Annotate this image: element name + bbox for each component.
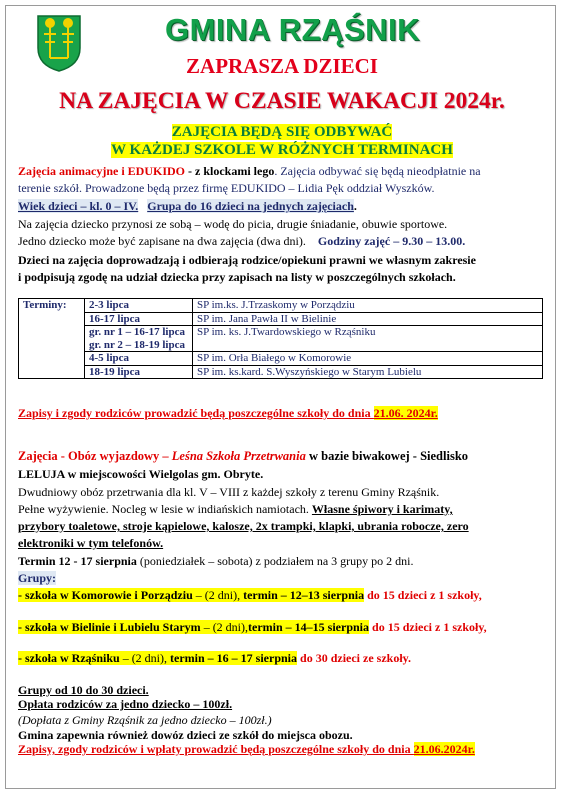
camp-food-lodging: Pełne wyżywienie. Nocleg w lesie w indiańskich namiotach. Własne śpiwory i karimaty,	[18, 502, 453, 516]
schedule-date: 16-17 lipca	[85, 312, 193, 326]
edukido-provider: terenie szkół. Prowadzone będą przez firmę EDUKIDO – Lidia Pęk oddział Wyszków.	[18, 181, 435, 195]
title-summer-classes: NA ZAJĘCIA W CZASIE WAKACJI 2024r.	[59, 88, 505, 114]
deadline-camp: Zapisy, zgody rodziców i wpłaty prowadzić będą poszczególne szkoły do dnia 21.06.2024r.	[18, 742, 475, 756]
schedule-date: gr. nr 1 – 16-17 lipca gr. nr 2 – 18-19 lipca	[85, 326, 193, 352]
parents-info-line-2: i podpisują zgodę na udział dziecka przy zapisach na listy w poszczególnych szkołach.	[18, 270, 456, 284]
group-size: Grupy od 10 do 30 dzieci.	[18, 683, 149, 697]
schedule-label: Terminy:	[19, 299, 85, 379]
schedule-school: SP im.ks. J.Trzaskomy w Porządziu	[193, 299, 543, 313]
table-row	[19, 299, 543, 313]
camp-term: Termin 12 - 17 sierpnia (poniedziałek – sobota) z podziałem na 3 grupy po 2 dni.	[18, 554, 414, 568]
parents-info-line-1: Dzieci na zajęcia doprowadzają i odbierają rodzice/opiekuni prawni we własnym zakresie	[18, 253, 476, 267]
schedule-school: SP im. Jana Pawła II w Bielinie	[193, 312, 543, 326]
camp-location: LELUJA w miejscowości Wielgolas gm. Obryte.	[18, 467, 264, 481]
schedule-school: SP im. ks.kard. S.Wyszyńskiego w Starym Lubielu	[193, 365, 543, 379]
title-gmina: GMINA RZĄŚNIK	[164, 12, 421, 47]
group-bielin-lubiel: - szkoła w Bielinie i Lubielu Starym – (2 dni),termin – 14–15 sierpnia do 15 dzieci z 1 szkoły,	[18, 620, 487, 634]
table-row	[19, 326, 543, 352]
schedule-school: SP im. Orła Białego w Komorowie	[193, 352, 543, 366]
group-rzasnik: - szkoła w Rząśniku – (2 dni), termin – 16 – 17 sierpnia do 30 dzieci ze szkoły.	[18, 651, 412, 665]
camp-title: Zajęcia - Obóz wyjazdowy – Leśna Szkoła Przetrwania w bazie biwakowej - Siedlisko	[18, 449, 469, 463]
what-to-bring: Na zajęcia dziecko przynosi ze sobą – wodę do picia, drugie śniadanie, obuwie sportowe.	[18, 217, 448, 231]
transport-info: Gmina zapewnia również dowóz dzieci ze szkół do miejsca obozu.	[18, 728, 353, 742]
age-and-group: Wiek dzieci – kl. 0 – IV. Grupa do 16 dzieci na jednych zajęciach.	[18, 199, 357, 213]
deadline-classes: Zapisy i zgody rodziców prowadzić będą poszczególne szkoły do dnia 21.06. 2024r.	[18, 406, 438, 420]
schedule-table	[18, 298, 543, 379]
camp-description: Dwudniowy obóz przetrwania dla kl. V – VIII z każdej szkoły z terenu Gminy Rząśnik.	[18, 485, 440, 499]
banner-line-2: W KAŻDEJ SZKOLE W RÓŻNYCH TERMINACH	[111, 142, 453, 158]
parent-fee: Opłata rodziców za jedno dziecko – 100zł.	[18, 697, 233, 711]
schedule-date: 18-19 lipca	[85, 365, 193, 379]
schedule-school: SP im. ks. J.Twardowskiego w Rząśniku	[193, 326, 543, 352]
title-invites-children: ZAPRASZA DZIECI	[186, 54, 378, 78]
banner-line-1: ZAJĘCIA BĘDĄ SIĘ ODBYWAĆ	[171, 124, 393, 140]
schedule-date: 4-5 lipca	[85, 352, 193, 366]
two-sessions-and-hours: Jedno dziecko może być zapisane na dwa zajęcia (dwa dni). Godziny zajęć – 9.30 – 13.00.	[18, 234, 466, 248]
page-border	[5, 5, 556, 789]
edukido-intro: Zajęcia animacyjne i EDUKIDO - z klockami lego. Zajęcia odbywać się będą nieodpłatnie na	[18, 164, 481, 178]
table-row	[19, 352, 543, 366]
schedule-date: 2-3 lipca	[85, 299, 193, 313]
group-komorow-porzadzie: - szkoła w Komorowie i Porządziu – (2 dni), termin – 12–13 sierpnia do 15 dzieci z 1 szkoły,	[18, 588, 482, 602]
groups-label: Grupy:	[18, 571, 57, 585]
table-row	[19, 365, 543, 379]
camp-no-electronics: elektroniki w tym telefonów.	[18, 536, 164, 550]
table-row	[19, 312, 543, 326]
camp-packing-list: przybory toaletowe, stroje kąpielowe, kalosze, 2x trampki, klapki, ubrania robocze, zero	[18, 519, 469, 533]
municipal-subsidy: (Dopłata z Gminy Rząśnik za jedno dziecko – 100zł.)	[18, 713, 272, 727]
